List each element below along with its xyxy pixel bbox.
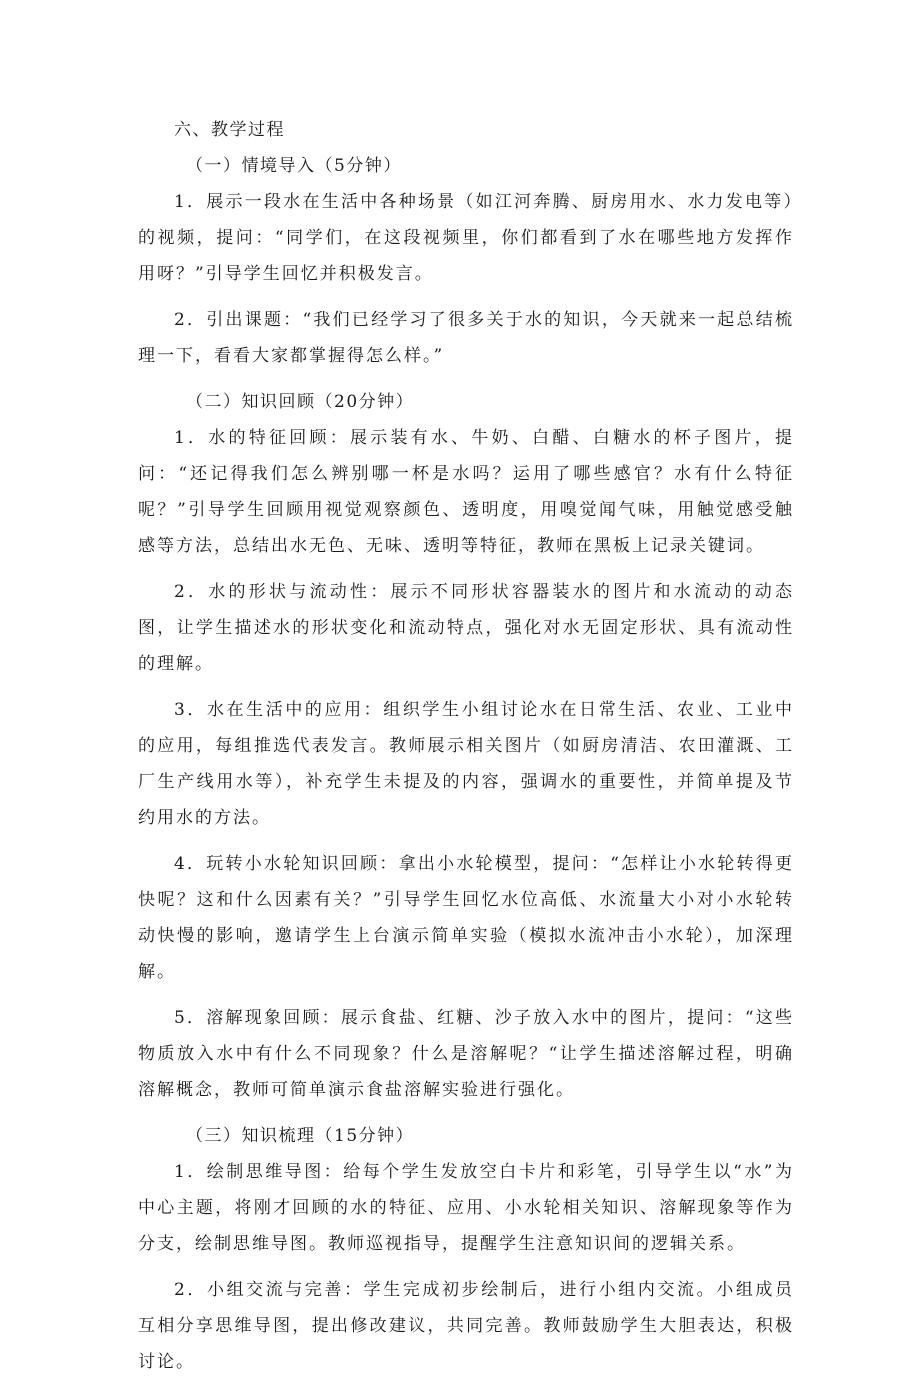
document-page: [138, 112, 794, 1390]
paragraph: 5．溶解现象回顾：展示食盐、红糖、沙子放入水中的图片，提问：“这些物质放入水中有什么不同现象？什么是溶解呢？“让学生描述溶解过程，明确溶解概念，教师可简单演示食盐溶解实验进行强化。: [138, 1008, 794, 1100]
part-heading-organize: （三）知识梳理（15分钟）: [186, 1126, 415, 1146]
paragraph: 3．水在生活中的应用：组织学生小组讨论水在日常生活、农业、工业中的应用，每组推选代表发言。教师展示相关图片（如厨房清洁、农田灌溉、工厂生产线用水等），补充学生未提及的内容，强调水的重要性，并简单提及节约用水的方法。: [138, 700, 794, 828]
paragraph: 1．展示一段水在生活中各种场景（如江河奔腾、厨房用水、水力发电等）的视频，提问：“同学们，在这段视频里，你们都看到了水在哪些地方发挥作用呀？”引导学生回忆并积极发言。: [138, 192, 794, 284]
part-heading-review: （二）知识回顾（20分钟）: [186, 392, 415, 412]
paragraph: 1．绘制思维导图：给每个学生发放空白卡片和彩笔，引导学生以“水”为中心主题，将刚才回顾的水的特征、应用、小水轮相关知识、溶解现象等作为分支，绘制思维导图。教师巡视指导，提醒学生注意知识间的逻辑关系。: [138, 1162, 794, 1254]
paragraph: 2．水的形状与流动性：展示不同形状容器装水的图片和水流动的动态图，让学生描述水的形状变化和流动特点，强化对水无固定形状、具有流动性的理解。: [138, 582, 794, 674]
section-title: 六、教学过程: [174, 120, 285, 140]
paragraph: 4．玩转小水轮知识回顾：拿出小水轮模型，提问：“怎样让小水轮转得更快呢？这和什么因素有关？”引导学生回忆水位高低、水流量大小对小水轮转动快慢的影响，邀请学生上台演示简单实验（模拟水流冲击小水轮），加深理解。: [138, 854, 794, 982]
paragraph: 1．水的特征回顾：展示装有水、牛奶、白醋、白糖水的杯子图片，提问：“还记得我们怎么辨别哪一杯是水吗？运用了哪些感官？水有什么特征呢？”引导学生回顾用视觉观察颜色、透明度，用嗅觉闻气味，用触觉感受触感等方法，总结出水无色、无味、透明等特征，教师在黑板上记录关键词。: [138, 428, 794, 556]
part-heading-intro: （一）情境导入（5分钟）: [186, 156, 402, 176]
paragraph: 2．引出课题：“我们已经学习了很多关于水的知识，今天就来一起总结梳理一下，看看大家都掌握得怎么样。”: [138, 310, 794, 366]
paragraph: 2．小组交流与完善：学生完成初步绘制后，进行小组内交流。小组成员互相分享思维导图，提出修改建议，共同完善。教师鼓励学生大胆表达，积极讨论。: [138, 1280, 794, 1372]
